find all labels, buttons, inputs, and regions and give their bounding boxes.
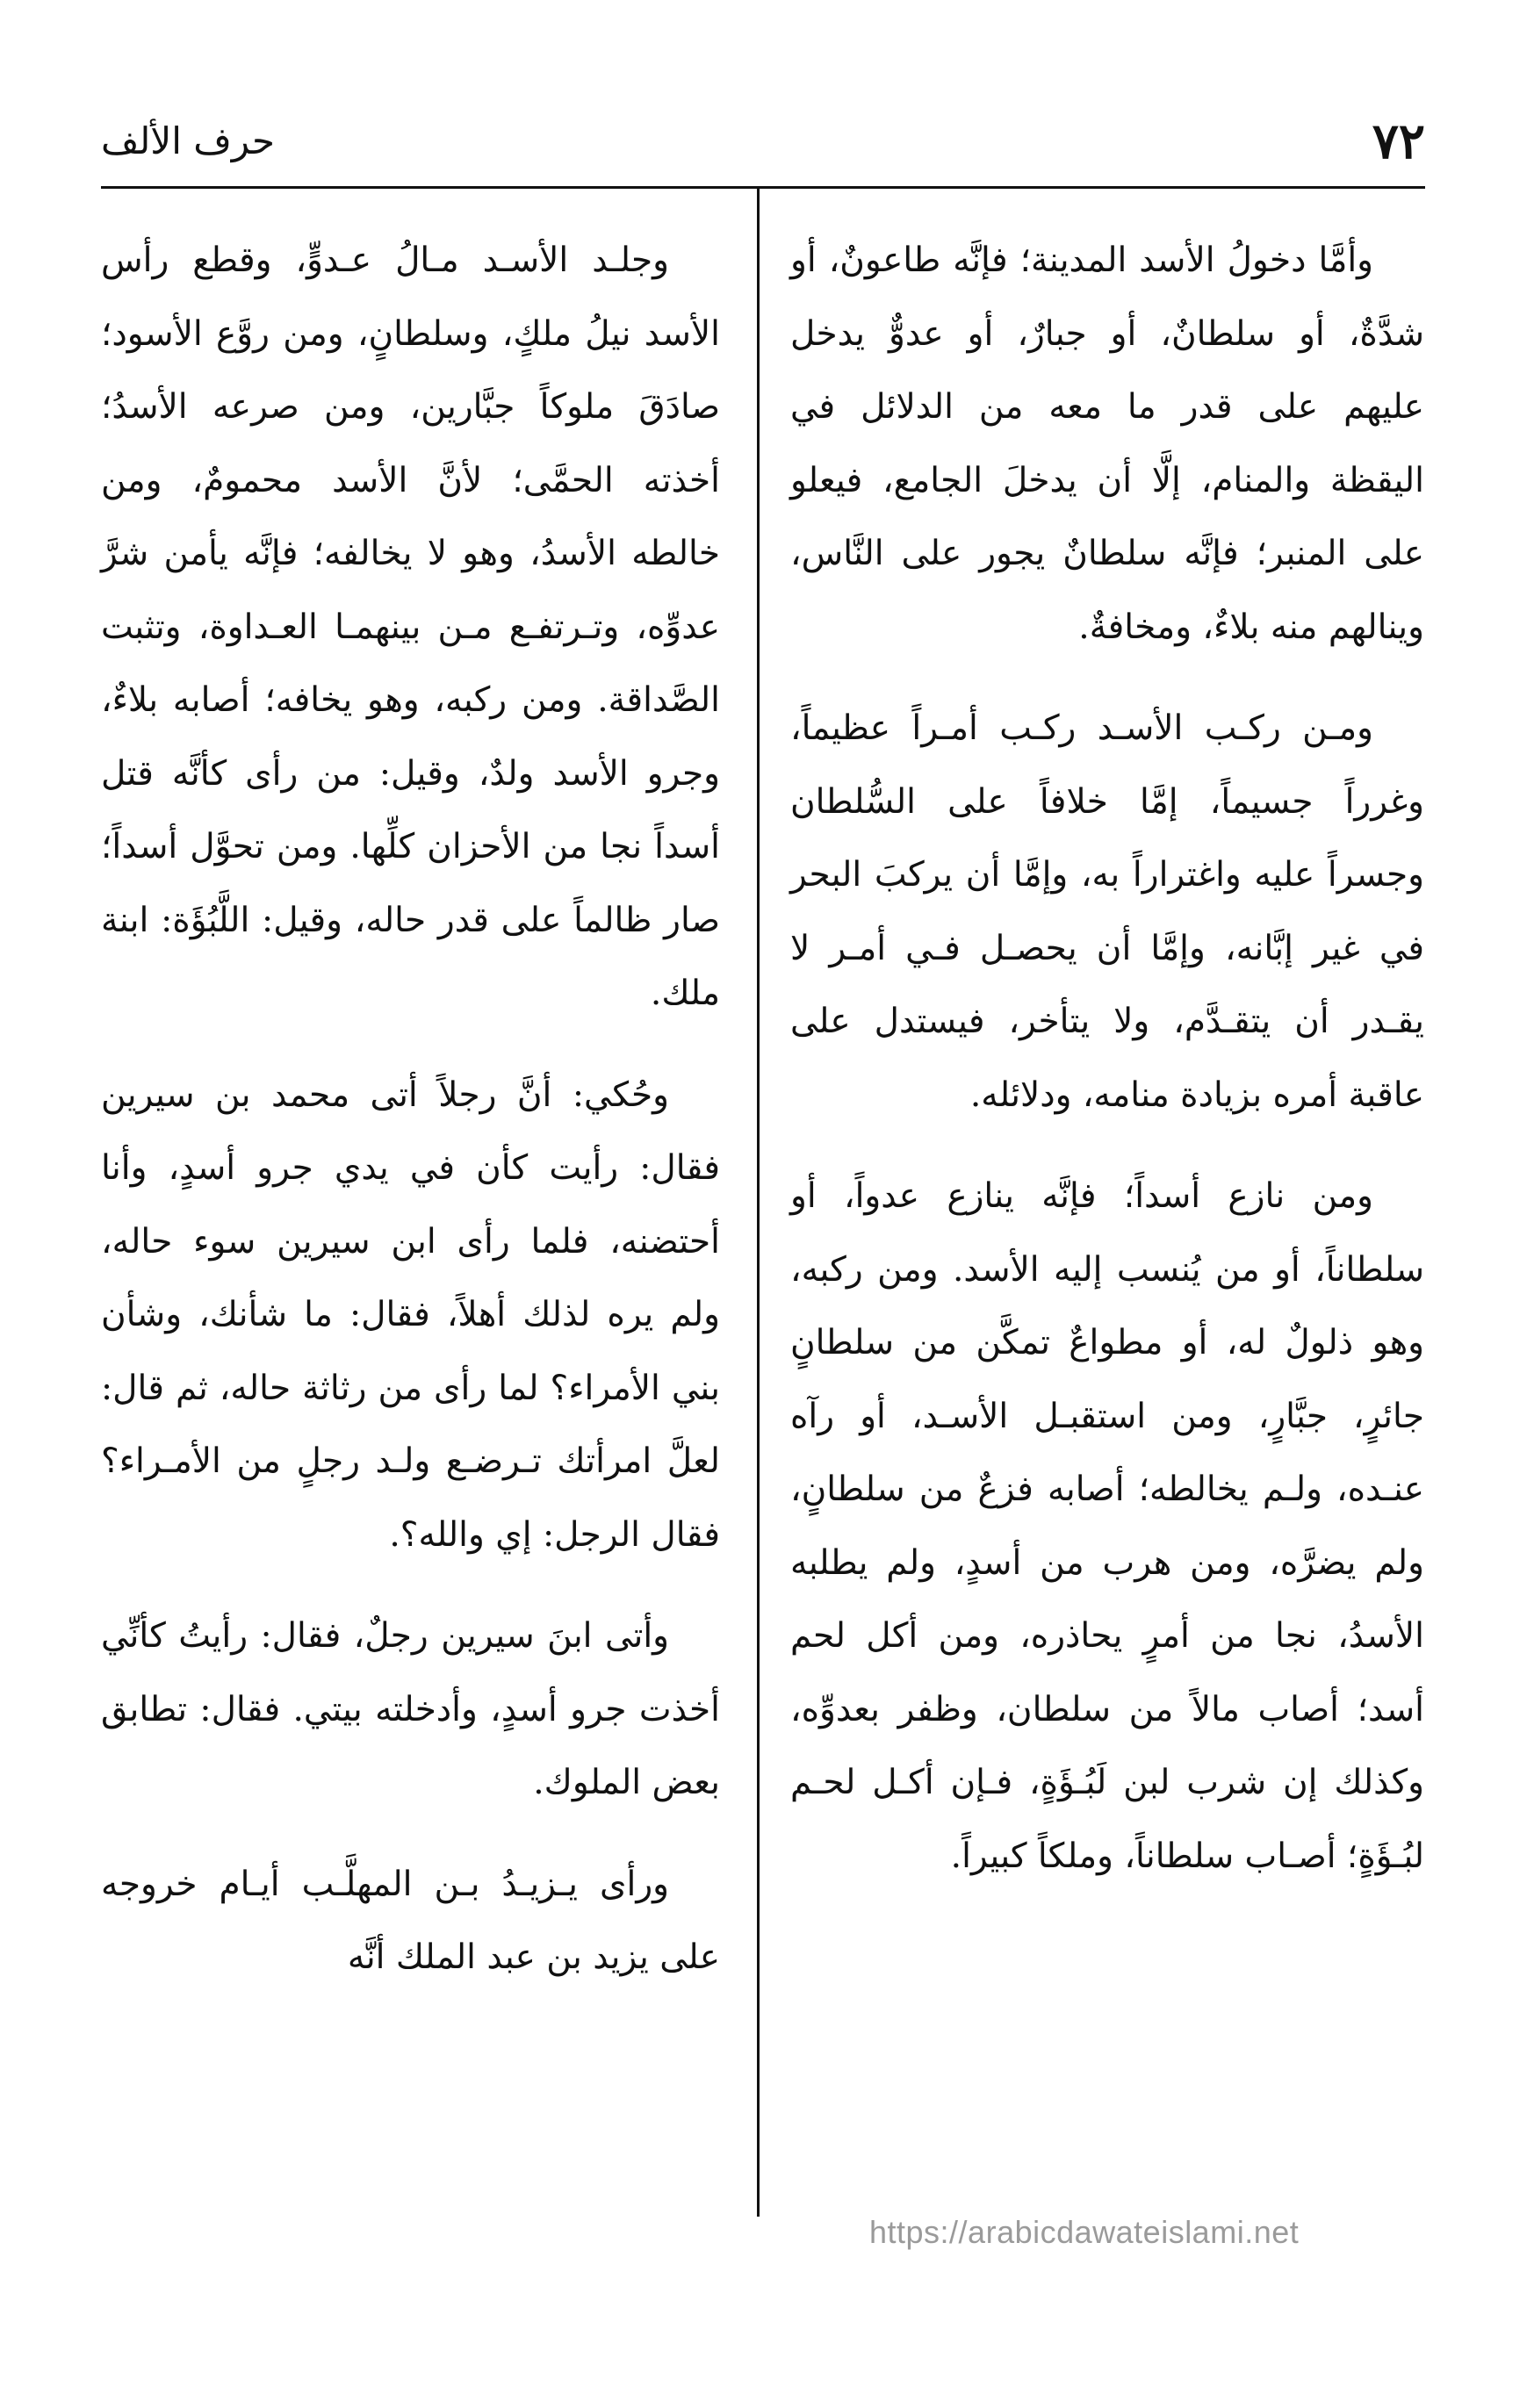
running-title: حرف الألف bbox=[101, 119, 275, 162]
left-column bbox=[101, 224, 720, 2023]
paragraph: وجلـد الأسـد مـالُ عـدوٍّ، وقطع رأس الأسد نيلُ ملكٍ، وسلطانٍ، ومن روَّع الأسود؛ صادَقَ ملوكاً جبَّارين، ومن صرعه الأسدُ؛ أخذته الحمَّى؛ لأنَّ الأسد محمومٌ، ومن خالطه الأسدُ، وهو لا يخالفه؛ فإنَّه يأمن شرَّ عدوِّه، وتـرتفـع مـن بينهمـا العـداوة، وتثبت الصَّداقة. ومن ركبه، وهو يخافه؛ أصابه بلاءٌ، وجرو الأسد ولدٌ، وقيل: من رأى كأنَّه قتل أسداً نجا من الأحزان كلِّها. ومن تحوَّل أسداً؛ صار ظالماً على قدر حاله، وقيل: اللَّبُؤَة: ابنة ملك. bbox=[101, 241, 720, 1013]
paragraph: ومـن ركـب الأسـد ركـب أمـراً عظيماً، وغرراً جسيماً، إمَّا خلافاً على السُّلطان وجسراً عليه واغتراراً به، وإمَّا أن يركبَ البحر في غير إبَّانه، وإمَّا أن يحصـل فـي أمـر لا يقـدر أن يتقـدَّم، ولا يتأخر، فيستدل على عاقبة أمره بزيادة منامه، ودلائله. bbox=[790, 708, 1424, 1115]
page-number: ٧٢ bbox=[1372, 112, 1425, 170]
right-column bbox=[790, 224, 1424, 1921]
header-rule bbox=[101, 186, 1425, 189]
paragraph: وحُكي: أنَّ رجلاً أتى محمد بن سيرين فقال: رأيت كأن في يدي جرو أسدٍ، وأنا أحتضنه، فلما رأى ابن سيرين سوء حاله، ولم يره لذلك أهلاً، فقال: ما شأنك، وشأن بني الأمراء؟ لما رأى من رثاثة حاله، ثم قال: لعلَّ امرأتك تـرضـع ولـد رجلٍ من الأمـراء؟ فقال الرجل: إي والله؟. bbox=[101, 1075, 720, 1555]
paragraph: وأتى ابنَ سيرين رجلٌ، فقال: رأيتُ كأنِّي أخذت جرو أسدٍ، وأدخلته بيتي. فقال: تطابق بعض الملوك. bbox=[101, 1616, 720, 1802]
column-divider bbox=[757, 189, 760, 2217]
paragraph: ورأى يـزيـدُ بـن المهلَّـب أيـام خروجه على يزيد بن عبد الملك أنَّه bbox=[101, 1864, 720, 1977]
page-header bbox=[101, 112, 1425, 183]
watermark-url: https://arabicdawateislami.net bbox=[869, 2214, 1300, 2250]
paragraph: وأمَّا دخولُ الأسد المدينة؛ فإنَّه طاعونٌ، أو شدَّةٌ، أو سلطانٌ، أو جبارٌ، أو عدوٌّ يدخل عليهم على قدر ما معه من الدلائل في اليقظة والمنام، إلَّا أن يدخلَ الجامع، فيعلو على المنبر؛ فإنَّه سلطانٌ يجور على النَّاس، وينالهم منه بلاءٌ، ومخافةٌ. bbox=[790, 241, 1424, 647]
paragraph: ومن نازع أسداً؛ فإنَّه ينازع عدواً، أو سلطاناً، أو من يُنسب إليه الأسد. ومن ركبه، وهو ذلولٌ له، أو مطواعٌ تمكَّن من سلطانٍ جائرٍ، جبَّارٍ، ومن استقبـل الأسـد، أو رآه عنـده، ولـم يخالطه؛ أصابه فزعٌ من سلطانٍ، ولم يضرَّه، ومن هرب من أسدٍ، ولم يطلبه الأسدُ، نجا من أمرٍ يحاذره، ومن أكل لحم أسد؛ أصاب مالاً من سلطان، وظفر بعدوِّه، وكذلك إن شرب لبن لَبُـؤَةٍ، فـإن أكـل لحـم لبُـؤَةٍ؛ أصـاب سلطاناً، وملكاً كبيراً. bbox=[790, 1176, 1424, 1876]
